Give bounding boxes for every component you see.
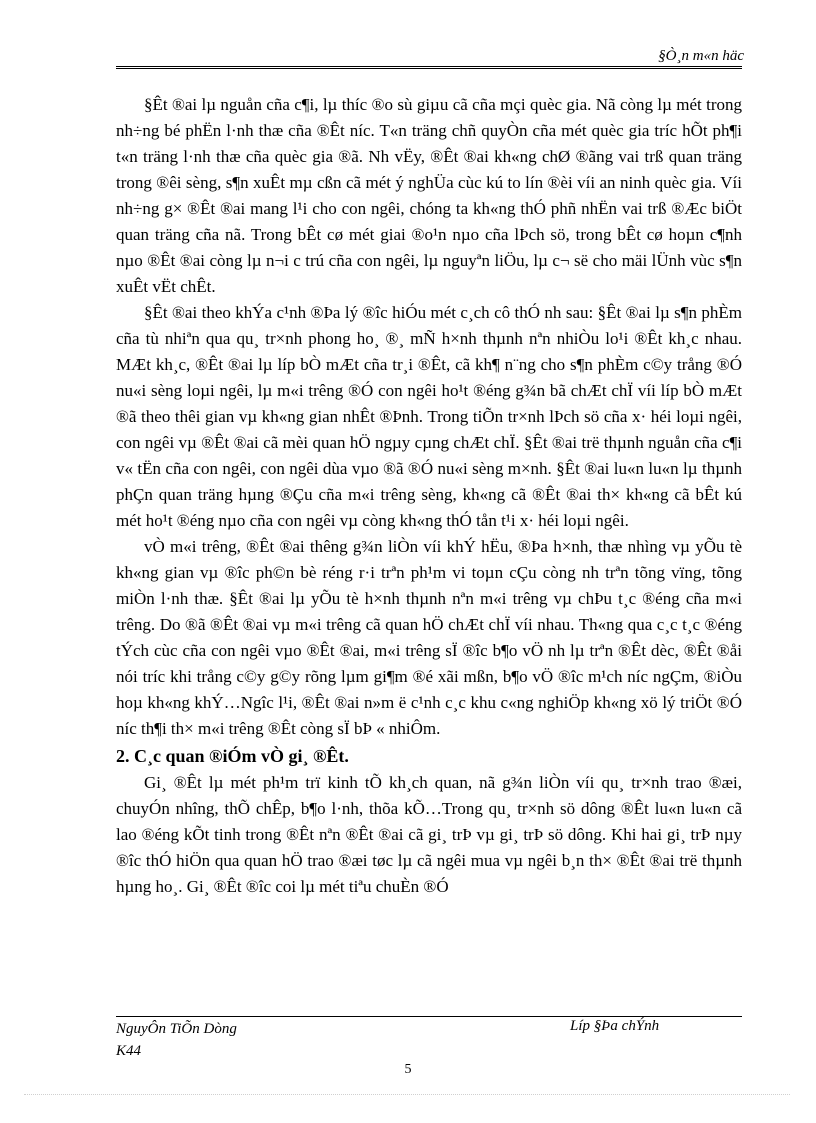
paragraph: §Êt ®ai lµ nguån cña c¶i, lµ thíc ®o sù giµu cã cña mçi quèc gia. Nã còng lµ mét trong nh÷ng bé phËn l·nh thæ cña ®Êt níc. T«n träng chñ quyÒn cña mét quèc gia tríc hÕt ph¶i t«n träng l·nh thæ cña quèc gia ®ã. Nh vËy, ®Êt ®ai kh«ng chØ ®ãng vai trß quan träng trong ®êi sèng, s¶n xuÊt mµ cßn cã mét ý nghÜa cùc kú to lín ®èi víi an ninh quèc gia. Víi nh÷ng g× ®Êt ®ai mang l¹i cho con ngêi, chóng ta kh«ng thÓ phñ nhËn vai trß ®Æc biÖt quan träng cña nã. Trong bÊt cø mét giai ®o¹n nµo cña lÞch sö, trong bÊt cø hoµn c¶nh nµo ®Êt ®ai còng lµ n¬i c trú cña con ngêi, lµ nguyªn liÖu, lµ c¬ së cho mäi lÜnh vùc s¶n xuÊt vËt chÊt. <box>116 95 742 296</box>
paragraph: vÒ m«i trêng, ®Êt ®ai thêng g¾n liÒn víi khÝ hËu, ®Þa h×nh, thæ nhìng vµ yÕu tè kh«ng gian vµ ®îc ph©n bè réng r·i trªn ph¹m vi toµn cÇu còng nh trªn tõng vïng, tõng miÒn l·nh thæ. §Êt ®ai lµ yÕu tè h×nh thµnh nªn m«i trêng vµ chÞu t¸c ®éng cña m«i trêng. Do ®ã ®Êt ®ai vµ m«i trêng cã quan hÖ chÆt chÏ víi nhau. Th«ng qua c¸c t¸c ®éng tÝch cùc cña con ngêi vµo ®Êt ®ai, m«i trêng sÏ ®îc b¶o vÖ nh lµ trªn ®Êt dèc, ®Êt ®åi nói tríc khi trång c©y g©y rõng lµm gi¶m ®é xãi mßn, b¶o vÖ ®îc m¹ch níc ngÇm, ®iÒu hoµ kh«ng khÝ…Ngîc l¹i, ®Êt ®ai n»m ë c¹nh c¸c khu c«ng nghiÖp kh«ng xö lý triÖt ®Ó níc th¶i th× m«i trêng ®Êt còng sÏ bÞ « nhiÔm. <box>116 537 742 738</box>
header-title: §Ò¸n m«n häc <box>658 48 744 64</box>
paragraph: Gi¸ ®Êt lµ mét ph¹m trï kinh tÕ kh¸ch quan, nã g¾n liÒn víi qu¸ tr×nh trao ®æi, chuyÓn nhîng, thÕ chÊp, b¶o l·nh, thõa kÕ…Trong qu¸ tr×nh sö dông ®Êt lu«n lu«n cã lao ®éng kÕt tinh trong ®Êt nªn ®Êt ®ai cã gi¸ trÞ vµ gi¸ trÞ sö dông. Khi hai gi¸ trÞ nµy ®îc thÓ hiÖn qua quan hÖ trao ®æi tøc lµ cã ngêi mua vµ ngêi b¸n th× ®Êt ®ai trë thµnh hµng ho¸. Gi¸ ®Êt ®îc coi lµ mét tiªu chuÈn ®Ó <box>116 773 742 896</box>
header-divider <box>116 66 742 69</box>
page-edge-divider <box>24 1094 790 1095</box>
footer-class: Líp §Þa chÝnh <box>570 1018 660 1034</box>
footer-divider <box>116 1016 742 1017</box>
section-heading: 2. C¸c quan ®iÓm vÒ gi¸ ®Êt. <box>116 746 349 766</box>
footer-course: K44 <box>116 1043 142 1059</box>
footer-author: NguyÔn TiÕn Dòng <box>116 1021 237 1037</box>
page-number: 5 <box>404 1062 412 1077</box>
footer-author-block <box>116 1018 237 1062</box>
document-body <box>116 92 742 900</box>
paragraph: §Êt ®ai theo khÝa c¹nh ®Þa lý ®îc hiÓu mét c¸ch cô thÓ nh sau: §Êt ®ai lµ s¶n phÈm cña tù nhiªn qua qu¸ tr×nh phong ho¸ ®¸ mÑ h×nh thµnh nªn nhiÒu lo¹i ®Êt kh¸c nhau. MÆt kh¸c, ®Êt ®ai lµ líp bÒ mÆt cña tr¸i ®Êt, cã kh¶ n¨ng cho s¶n phÈm c©y trång ®Ó nu«i sèng loµi ngêi, lµ m«i trêng ®Ó con ngêi ho¹t ®éng g¾n bã chÆt chÏ víi líp bÒ mÆt ®ã theo thêi gian vµ kh«ng gian nhÊt ®Þnh. Trong tiÕn tr×nh lÞch sö cña x· héi loµi ngêi, con ngêi vµ ®Êt ®ai cã mèi quan hÖ ngµy cµng chÆt chÏ. §Êt ®ai trë thµnh nguån cña c¶i v« tËn cña con ngêi, con ngêi dùa vµo ®ã ®Ó nu«i sèng m×nh. §Êt ®ai lu«n lu«n lµ thµnh phÇn quan träng hµng ®Çu cña m«i trêng sèng, kh«ng cã ®Êt ®ai th× kh«ng cã bÊt kú mét ho¹t ®éng nµo cña con ngêi vµ còng kh«ng thÓ tån t¹i x· héi loµi ngêi. <box>116 303 742 530</box>
